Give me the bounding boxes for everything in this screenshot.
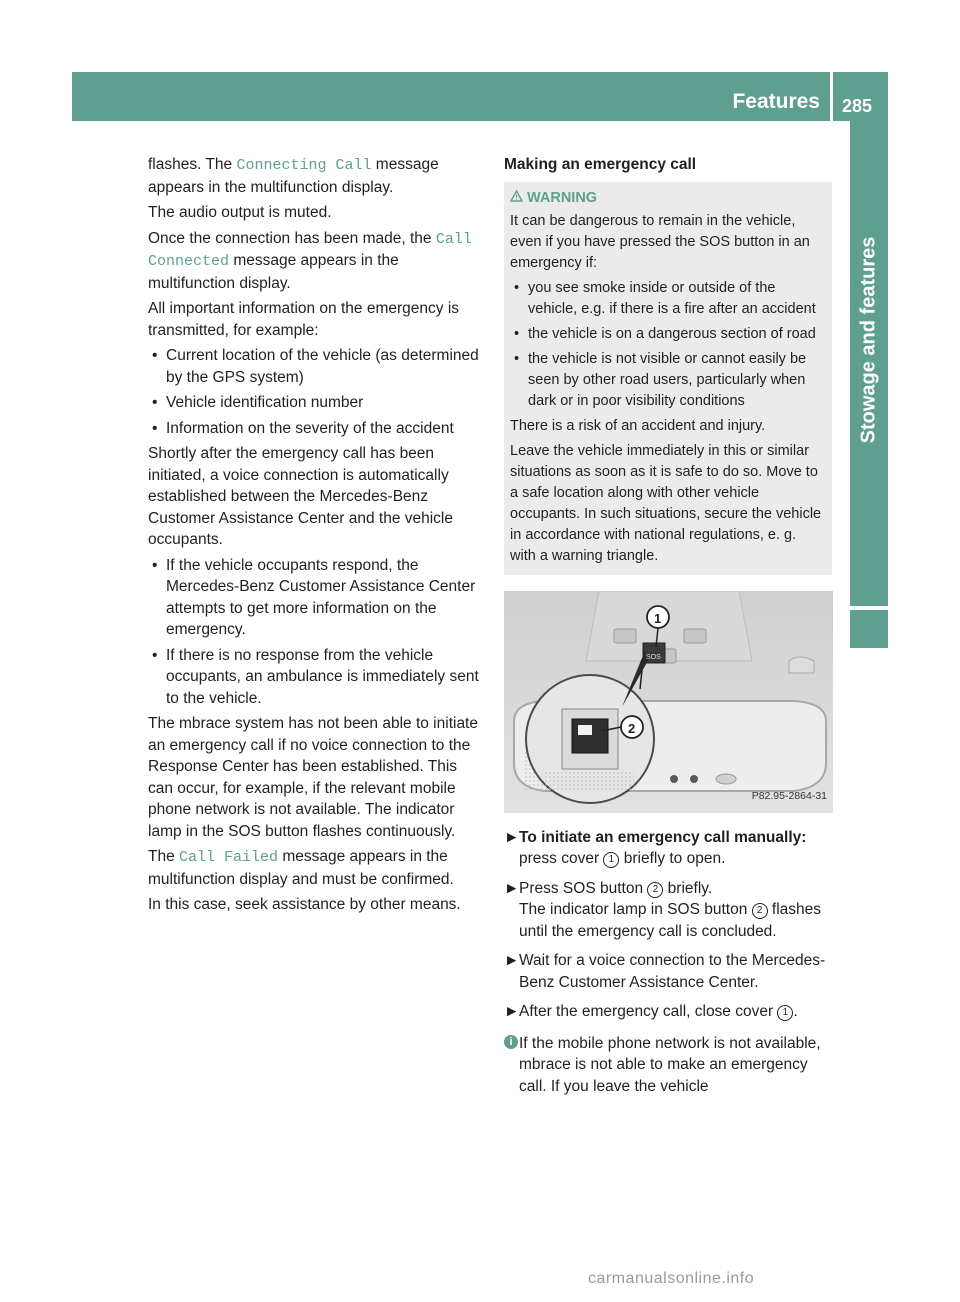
instruction-step: ► Press SOS button 2 briefly. The indicator lamp in SOS button 2 flashes until the emergency call is concluded. xyxy=(504,879,822,940)
display-message: Connecting Call xyxy=(236,157,372,174)
list-item: • the vehicle is on a dangerous section of road xyxy=(510,324,824,345)
warning-box xyxy=(504,182,832,575)
bullet-icon: • xyxy=(152,419,158,437)
callout-ref: 1 xyxy=(603,852,619,868)
list-item: • Information on the severity of the accident xyxy=(148,418,482,440)
paragraph: In this case, seek assistance by other means. xyxy=(148,896,461,913)
paragraph: flashes. The Connecting Call message appears in the multifunction display. xyxy=(148,156,439,196)
warning-triangle-icon xyxy=(510,188,523,209)
instruction-step: ► Wait for a voice connection to the Mercedes-Benz Customer Assistance Center. xyxy=(504,952,826,991)
step-arrow-icon: ► xyxy=(504,952,520,969)
step-arrow-icon: ► xyxy=(504,879,520,897)
warning-text: There is a risk of an accident and injury. xyxy=(510,417,766,434)
callout-ref: 2 xyxy=(752,903,768,919)
paragraph: The mbrace system has not been able to initiate an emergency call if no voice connection to the Response Center has been established. This can occur, for example, if the relevant mobile phone network is not available. The indicator lamp in the SOS button flashes continuously. xyxy=(148,715,478,840)
paragraph: Once the connection has been made, the Call Connected message appears in the multifunction display. xyxy=(148,229,472,292)
list-item: • Vehicle identification number xyxy=(148,392,482,414)
bullet-icon: • xyxy=(152,646,158,664)
list-item: • you see smoke inside or outside of the vehicle, e.g. if there is a fire after an accident xyxy=(514,279,816,317)
list-item: • the vehicle is not visible or cannot easily be seen by other road users, particularly when dark or in poor visibility conditions xyxy=(514,350,807,409)
display-message: Call Connected xyxy=(148,230,472,270)
warning-text: Leave the vehicle immediately in this or similar situations as soon as it is safe to do so. Move to a safe location along with other vehicle occupants. In such situations, secure the vehicle in accordance with national regulations, e. g. with a warning triangle. xyxy=(510,442,822,564)
section-heading: Making an emergency call xyxy=(504,156,697,173)
list-item: • Current location of the vehicle (as determined by the GPS system) xyxy=(152,347,479,386)
paragraph: The Call Failed message appears in the multifunction display and must be confirmed. xyxy=(148,848,454,888)
instruction-step: ► After the emergency call, close cover 1 . xyxy=(504,1001,832,1023)
side-tab-label: Stowage and features xyxy=(857,236,880,444)
bullet-icon: • xyxy=(514,350,520,367)
bullet-icon: • xyxy=(152,347,158,364)
info-note: i If the mobile phone network is not available, mbrace is not able to make an emergency call. If you leave the vehicle xyxy=(504,1033,832,1098)
sos-button-figure xyxy=(504,591,833,813)
instruction-step: ► To initiate an emergency call manually: press cover 1 briefly to open. xyxy=(504,828,807,867)
section-title: Features xyxy=(732,90,820,113)
callout-ref: 1 xyxy=(777,1005,793,1021)
sos-label: SOS xyxy=(646,653,661,661)
warning-title: WARNING xyxy=(510,188,824,209)
list-item: • If the vehicle occupants respond, the Mercedes-Benz Customer Assistance Center attempts to get more information on the emergency. xyxy=(152,556,476,638)
left-column xyxy=(148,154,482,920)
callout-ref: 2 xyxy=(647,882,663,898)
page-number: 285 xyxy=(842,96,873,116)
figure-caption: P82.95-2864-31 xyxy=(751,790,827,802)
step-arrow-icon: ► xyxy=(504,1003,520,1020)
figure-illustration xyxy=(504,591,833,813)
callout-2: 2 xyxy=(628,720,636,736)
bullet-icon: • xyxy=(514,325,520,342)
display-message: Call Failed xyxy=(179,849,279,866)
bullet-icon: • xyxy=(152,556,158,574)
info-icon: i xyxy=(504,1035,518,1049)
paragraph: Shortly after the emergency call has been initiated, a voice connection is automatically established between the Mercedes-Benz Customer Assistance Center and the vehicle occupants. xyxy=(148,445,453,548)
bullet-icon: • xyxy=(514,279,520,296)
step-arrow-icon: ► xyxy=(504,828,520,846)
paragraph: All important information on the emergency is transmitted, for example: xyxy=(148,300,460,339)
bullet-icon: • xyxy=(152,394,158,411)
side-marker xyxy=(850,610,888,648)
header-separator xyxy=(830,72,833,121)
watermark: carmanualsonline.info xyxy=(588,1270,755,1287)
warning-intro: It can be dangerous to remain in the vehicle, even if you have pressed the SOS button in an emergency if: xyxy=(510,212,810,271)
right-column xyxy=(504,154,832,1097)
paragraph: The audio output is muted. xyxy=(148,204,332,221)
callout-1: 1 xyxy=(654,610,662,626)
list-item: • If there is no response from the vehicle occupants, an ambulance is immediately sent to the vehicle. xyxy=(152,646,479,707)
